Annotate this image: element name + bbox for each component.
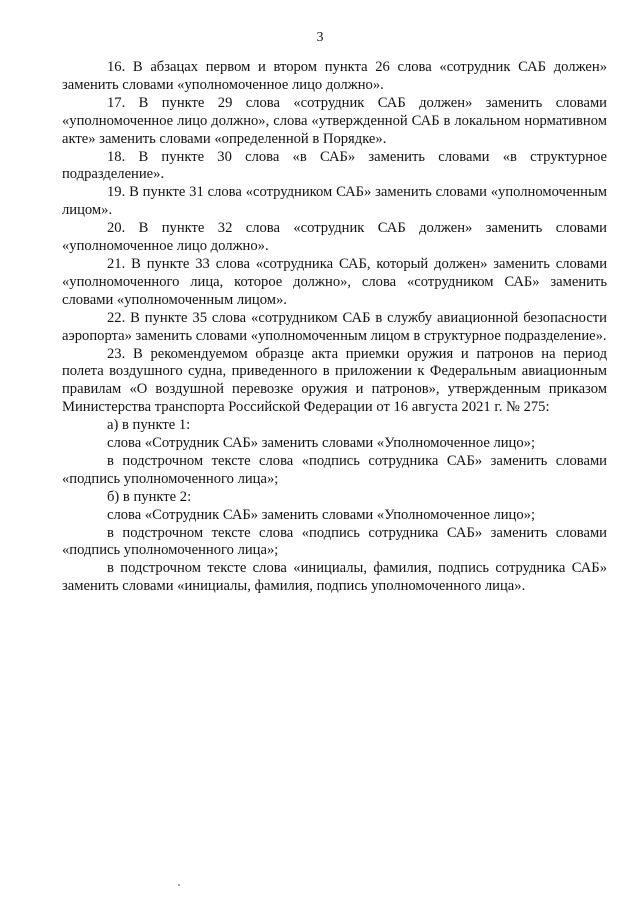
- paragraph-23: 23. В рекомендуемом образце акта приемки оружия и патронов на период полета воздушного судна, приведенного в приложении к Федеральным авиационным правилам «О воздушной перевозке оружия и патронов», утвержденным приказом Министерства транспорта Российской Федерации от 16 августа 2021 г. № 275:: [62, 345, 607, 416]
- paragraph-16: 16. В абзацах первом и втором пункта 26 слова «сотрудник САБ должен» заменить словами «уполномоченное лицо должно».: [62, 59, 607, 93]
- subitem-b-heading: б) в пункте 2:: [107, 488, 192, 505]
- paragraph-19: 19. В пункте 31 слова «сотрудником САБ» заменить словами «уполномоченным лицом».: [62, 184, 607, 219]
- page-number: 3: [316, 30, 324, 45]
- paragraph-20: 20. В пункте 32 слова «сотрудник САБ должен» заменить словами «уполномоченное лицо должно».: [62, 220, 607, 255]
- subitem-b-line-2: в подстрочном тексте слова «подпись сотрудника САБ» заменить словами «подпись уполномоченного лица»;: [62, 524, 607, 559]
- paragraph-22: 22. В пункте 35 слова «сотрудником САБ в службу авиационной безопасности аэропорта» заменить словами «уполномоченным лицом в структурное подразделение».: [62, 309, 607, 344]
- paragraph-21: 21. В пункте 33 слова «сотрудника САБ, который должен» заменить словами «уполномоченного лица, которое должно», слова «сотрудником САБ» заменить словами «уполномоченным лицом».: [62, 255, 607, 308]
- paragraph-18: 18. В пункте 30 слова «в САБ» заменить словами «в структурное подразделение».: [62, 148, 607, 183]
- subitem-a-line-2: в подстрочном тексте слова «подпись сотрудника САБ» заменить словами «подпись уполномоченного лица»;: [62, 452, 607, 487]
- paragraph-17: 17. В пункте 29 слова «сотрудник САБ должен» заменить словами «уполномоченное лицо должно», слова «утвержденной САБ в локальном нормативном акте» заменить словами «определенной в Порядке».: [62, 94, 607, 147]
- subitem-a-heading: а) в пункте 1:: [107, 417, 191, 434]
- document-body: [62, 59, 607, 596]
- subitem-a-line-1: слова «Сотрудник САБ» заменить словами «Уполномоченное лицо»;: [107, 435, 536, 452]
- scan-speck: [178, 884, 180, 886]
- subitem-b-line-3: в подстрочном тексте слова «инициалы, фамилия, подпись сотрудника САБ» заменить словами «инициалы, фамилия, подпись уполномоченного лица».: [62, 560, 607, 595]
- subitem-b-line-1: слова «Сотрудник САБ» заменить словами «Уполномоченное лицо»;: [107, 506, 536, 523]
